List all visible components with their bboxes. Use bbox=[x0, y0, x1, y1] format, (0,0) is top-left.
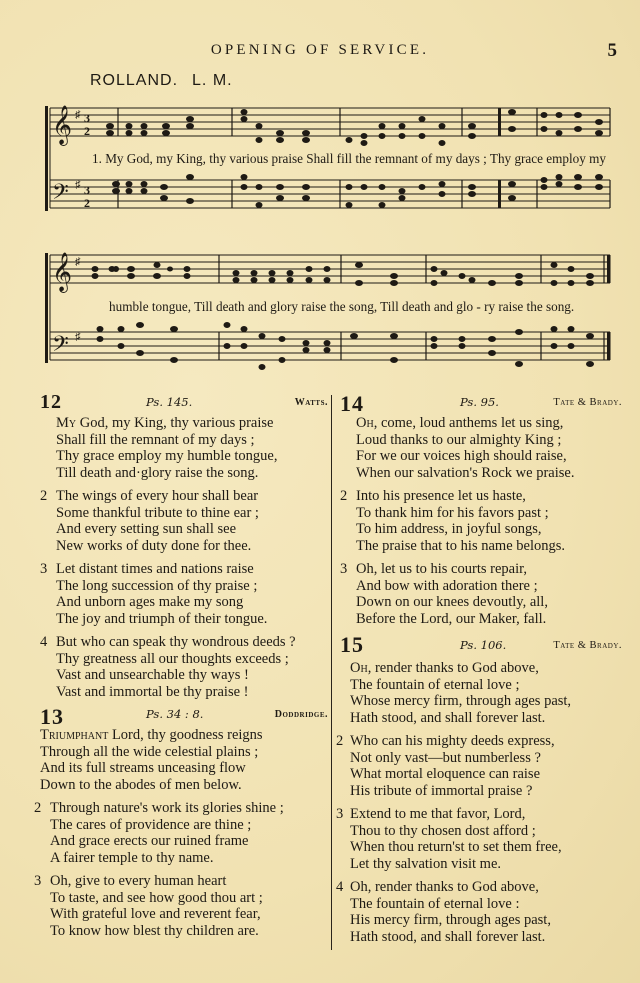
stanza: 3 Oh, let us to his courts repair, And bow with adoration there ; Down on our knees devoutly, all, Before the Lord, our Maker, fall. bbox=[340, 561, 548, 627]
svg-text:𝄞: 𝄞 bbox=[52, 252, 73, 292]
stanza: 4 Oh, render thanks to God above, The fountain of eternal love : His mercy firm, through ages past, Hath stood, and shall forever last. bbox=[336, 879, 551, 945]
hymn-14 bbox=[340, 393, 622, 627]
hymn-number: 15 bbox=[340, 632, 364, 657]
music-system-2 bbox=[44, 243, 614, 373]
hymn-reference: Ps. 95. bbox=[460, 395, 499, 409]
hymn-reference: Ps. 34 : 8. bbox=[146, 707, 204, 721]
stanza: 4 But who can speak thy wondrous deeds ? Thy greatness all our thoughts exceeds ; Vast and unsearchable thy ways ! Vast and immortal be thy praise ! bbox=[40, 634, 296, 700]
stanza: Triumphant Lord, thy goodness reigns Through all the wide celestial plains ; And its full streams unceasing flow Down to the abodes of men below. bbox=[40, 727, 263, 793]
hymn-author: Tate & Brady. bbox=[553, 397, 622, 408]
running-head: OPENING OF SERVICE. bbox=[210, 42, 430, 58]
music-system-1 bbox=[44, 100, 614, 225]
lyric-line-2: humble tongue, Till death and glory raise the song, Till death and glo - ry raise the song. bbox=[109, 299, 575, 314]
stanza: 3 Let distant times and nations raise The long succession of thy praise ; And unborn ages make my song The joy and triumph of their tongue. bbox=[40, 561, 268, 627]
svg-text:♯: ♯ bbox=[75, 331, 81, 343]
stanza: Oh, come, loud anthems let us sing, Loud thanks to our almighty King ; For we our voices high should raise, When our salvation's Rock we praise. bbox=[356, 415, 575, 481]
hymn-reference: Ps. 145. bbox=[146, 395, 193, 409]
hymn-author: Watts. bbox=[294, 397, 328, 408]
stanza: 3 Extend to me that favor, Lord, Thou to thy chosen dost afford ; When thou return'st to set them free, Let thy salvation visit me. bbox=[336, 806, 562, 872]
tune-title bbox=[90, 72, 233, 90]
column-right bbox=[336, 391, 622, 952]
hymn-reference: Ps. 106. bbox=[460, 638, 507, 652]
hymn-author: Tate & Brady. bbox=[553, 640, 622, 651]
svg-text:2: 2 bbox=[84, 196, 90, 210]
svg-text:♯: ♯ bbox=[75, 179, 81, 191]
hymn-13 bbox=[34, 704, 328, 939]
page-number: 5 bbox=[607, 40, 617, 61]
stanza: 2 Who can his mighty deeds express, Not only vast—but numberless ? What mortal eloquence can raise His tribute of immortal praise ? bbox=[336, 733, 555, 799]
stanza: 2 The wings of every hour shall bear Some thankful tribute to thine ear ; And every setting sun shall see New works of duty done for thee. bbox=[40, 488, 259, 554]
hymn-number: 13 bbox=[40, 704, 64, 729]
hymn-15 bbox=[336, 632, 622, 945]
svg-text:𝄞: 𝄞 bbox=[52, 105, 73, 145]
column-left bbox=[34, 391, 328, 946]
stanza: 2 Into his presence let us haste, To thank him for his favors past ; To him address, in joyful songs, The praise that to his name belongs. bbox=[340, 488, 565, 554]
stanza: 2 Through nature's work its glories shine ; The cares of providence are thine ; And grace erects our ruined frame A fairer temple to thy name. bbox=[34, 800, 284, 866]
svg-text:♯: ♯ bbox=[75, 109, 81, 121]
svg-text:3: 3 bbox=[84, 111, 90, 125]
svg-text:3: 3 bbox=[84, 183, 90, 197]
stanza: Oh, render thanks to God above, The fountain of eternal love ; Whose mercy firm, through ages past, Hath stood, and shall forever last. bbox=[350, 660, 572, 726]
tune-meter: L. M. bbox=[192, 72, 233, 89]
stanza: My God, my King, thy various praise Shall fill the remnant of my days ; Thy grace employ my humble tongue, Till death and·glory raise the song. bbox=[56, 415, 278, 481]
column-divider bbox=[331, 395, 332, 950]
svg-text:𝄢: 𝄢 bbox=[52, 180, 69, 210]
hymn-number: 14 bbox=[340, 391, 364, 416]
tune-name: ROLLAND. bbox=[90, 72, 179, 89]
svg-text:𝄢: 𝄢 bbox=[52, 332, 69, 362]
hymn-12 bbox=[40, 393, 328, 700]
svg-text:2: 2 bbox=[84, 124, 90, 138]
lyric-line-1: 1. My God, my King, thy various praise Shall fill the remnant of my days ; Thy grace employ my bbox=[92, 151, 606, 166]
hymn-author: Doddridge. bbox=[274, 709, 328, 720]
stanza: 3 Oh, give to every human heart To taste, and see how good thou art ; With grateful love and reverent fear, To know how blest thy children are. bbox=[34, 873, 263, 939]
svg-text:♯: ♯ bbox=[75, 256, 81, 268]
hymn-number: 12 bbox=[40, 391, 62, 413]
